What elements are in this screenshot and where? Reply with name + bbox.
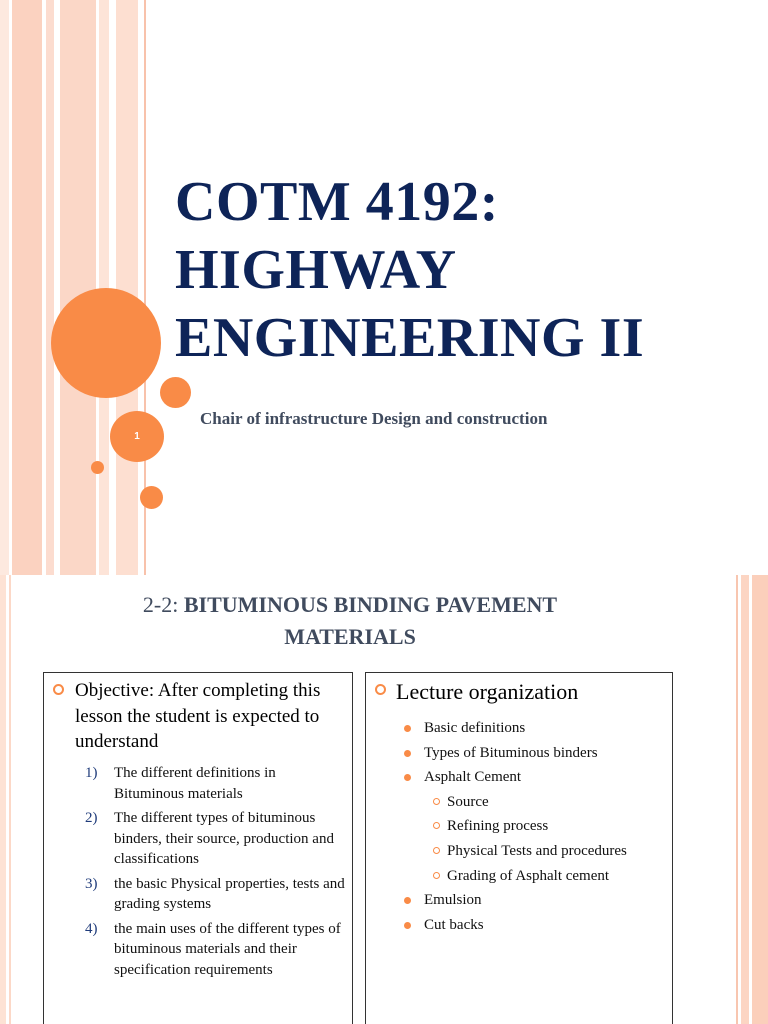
decor-circle-large [51,288,161,398]
slide-subtitle: Chair of infrastructure Design and construction [200,409,548,428]
list-text: Cut backs [424,916,484,933]
slide-title [175,168,755,372]
decor-circle [91,461,104,474]
sub-list-item [447,790,669,815]
dot-bullet-icon [404,750,411,757]
decor-stripe [752,575,768,1024]
ring-bullet-icon [53,684,64,695]
list-item [424,716,669,741]
objective-list [85,763,346,984]
list-text: Grading of Asphalt cement [447,867,610,884]
sub-list-item [447,839,669,864]
decor-stripe [0,575,6,1024]
decor-stripe [9,575,11,1024]
heading-prefix: 2-2: [142,592,184,617]
organization-list [424,716,669,937]
ring-bullet-icon [433,822,440,829]
list-number: 4) [85,920,98,937]
decor-stripe [116,0,138,575]
ring-bullet-icon [433,847,440,854]
list-text: Physical Tests and procedures [447,842,627,859]
list-item [85,808,346,870]
slide-heading [60,589,640,653]
sub-list-item [447,864,669,889]
list-item [85,874,346,915]
asphalt-sublist [424,790,669,888]
organization-box [365,672,673,1024]
dot-bullet-icon [404,774,411,781]
title-line: COTM 4192: [175,171,499,233]
content-slide [0,575,768,1024]
slide-number: 1 [134,431,140,442]
ring-bullet-icon [433,872,440,879]
list-text: the main uses of the different types of bituminous materials and their specification requirements [114,920,341,978]
sub-list-item [447,814,669,839]
heading-line: BITUMINOUS BINDING PAVEMENT [183,592,558,617]
list-item [424,888,669,913]
heading-line: MATERIALS [284,624,416,649]
list-text: Refining process [447,818,549,835]
list-item [85,763,346,804]
list-number: 3) [85,875,98,892]
dot-bullet-icon [404,922,411,929]
list-text: Basic definitions [424,720,526,736]
list-item [424,741,669,766]
list-text: Asphalt Cement [424,769,522,786]
list-item [424,913,669,938]
decor-stripe [741,575,749,1024]
slide-number-badge [110,411,164,462]
list-text: Types of Bituminous binders [424,744,598,761]
decor-stripe [0,0,9,575]
decor-circle [160,377,191,408]
decor-stripe [736,575,738,1024]
list-text: Source [447,793,489,810]
ring-bullet-icon [375,684,386,695]
list-text: The different definitions in Bituminous materials [114,765,276,802]
ring-bullet-icon [433,798,440,805]
list-item [424,765,669,888]
list-number: 1) [85,765,98,781]
dot-bullet-icon [404,725,411,732]
decor-stripe [60,0,96,575]
dot-bullet-icon [404,897,411,904]
title-line: ENGINEERING II [175,307,645,369]
decor-stripe [46,0,54,575]
list-item [85,919,346,981]
objective-box [43,672,353,1024]
list-text: the basic Physical properties, tests and grading systems [114,875,345,912]
list-text: Emulsion [424,892,482,909]
decor-stripe [12,0,42,575]
list-number: 2) [85,810,98,826]
title-line: HIGHWAY [175,239,457,301]
objective-text: Objective: After completing this lesson the student is expected to understand [75,680,321,752]
list-text: The different types of bituminous binders, their source, production and classifications [114,810,334,867]
decor-circle [140,486,163,509]
organization-title: Lecture organization [396,679,579,704]
